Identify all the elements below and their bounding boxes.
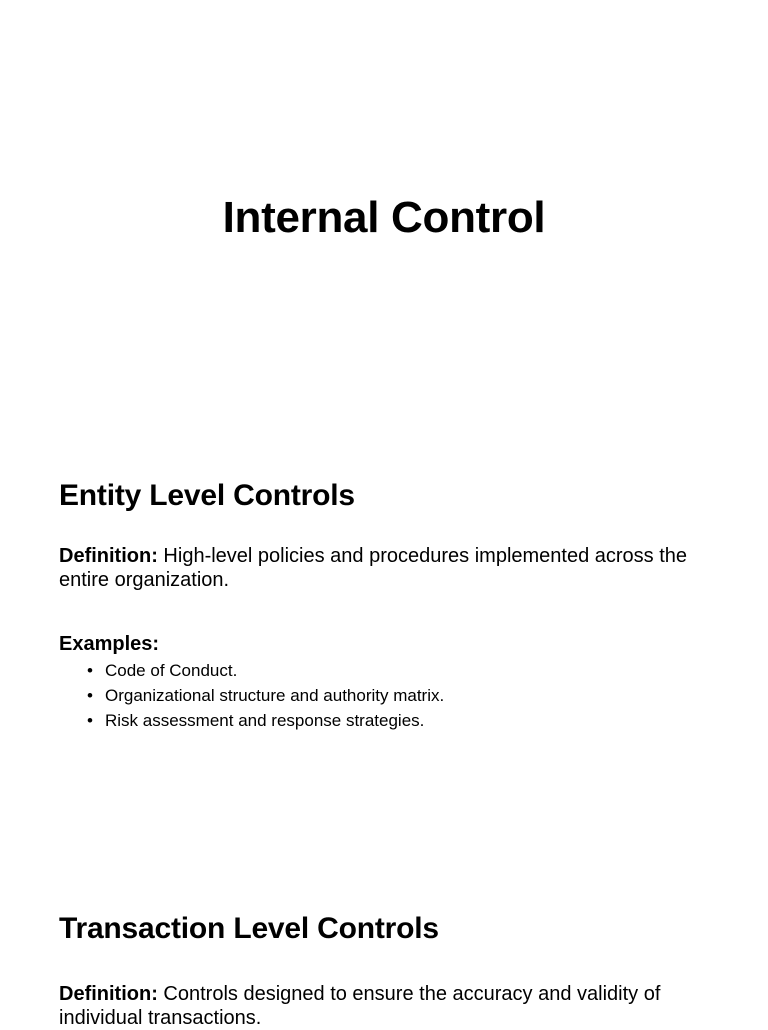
list-item [87,658,719,683]
examples-label: Examples: [59,633,160,655]
definition-label: Definition: [59,545,158,567]
list-item [87,683,719,708]
section-entity-level-controls [59,478,719,733]
list-item-text: Code of Conduct. [105,661,238,680]
definition-label: Definition: [59,983,158,1005]
bullet-icon: • [87,686,93,705]
definition-text: Controls designed to ensure the accuracy and validity of individual transactions. [59,983,661,1029]
definition-paragraph [59,544,719,592]
examples-list [59,658,719,733]
section-transaction-level-controls [59,911,719,1030]
list-item-text: Risk assessment and response strategies. [105,711,425,730]
section-heading: Transaction Level Controls [59,912,439,945]
page-title: Internal Control [222,193,546,243]
list-item-text: Organizational structure and authority matrix. [105,686,445,705]
section-heading: Entity Level Controls [59,479,355,512]
bullet-icon: • [87,661,93,680]
definition-paragraph [59,982,719,1030]
bullet-icon: • [87,711,93,730]
definition-text: High-level policies and procedures implemented across the entire organization. [59,545,688,591]
list-item [87,708,719,733]
